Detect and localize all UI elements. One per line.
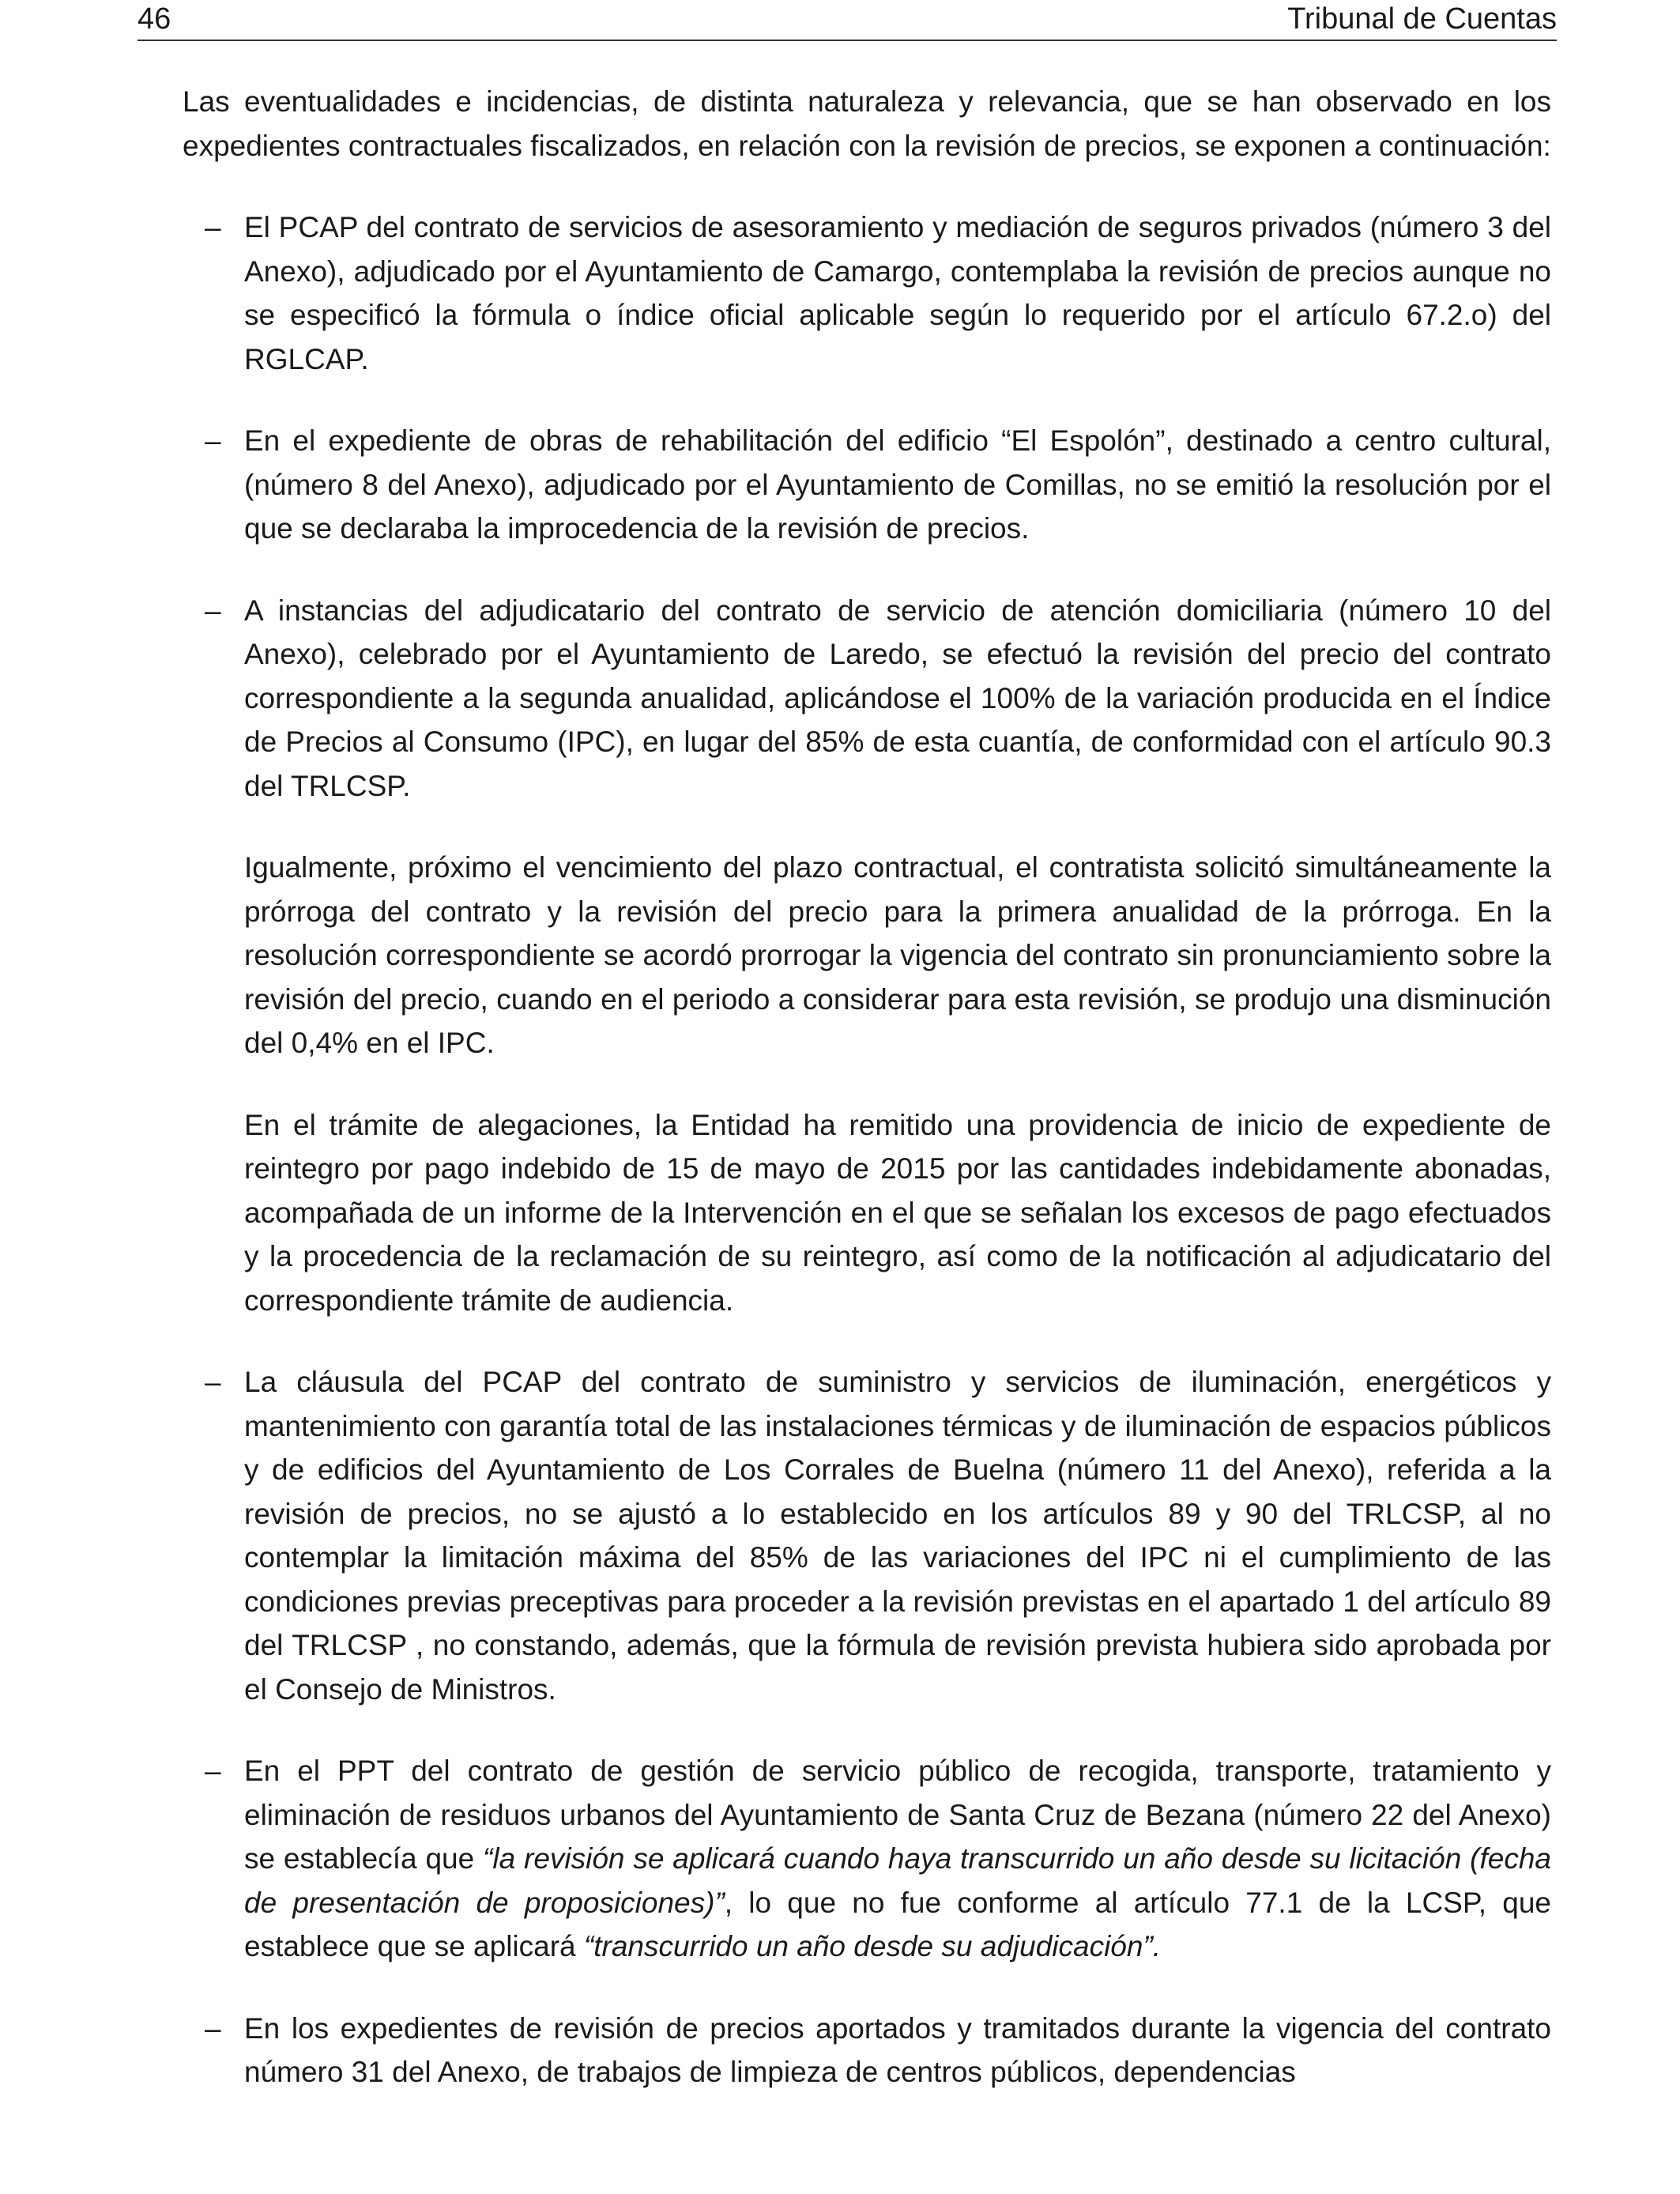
list-item-text	[244, 1749, 1551, 1969]
text-run: , lo que no fue conforme al artículo 77.1 de la LCSP, que establece que se aplicará	[244, 1886, 1551, 1962]
text-run: En el PPT del contrato de gestión de servicio público de recogida, transporte, tratamiento y eliminación de residuos urbanos del Ayuntamiento de Santa Cruz de Bezana (número 22 del Anexo) se establecía que	[244, 1755, 1551, 1875]
bullet-dash: –	[205, 1755, 221, 1787]
list-item-text: La cláusula del PCAP del contrato de suministro y servicios de iluminación, energéticos y mantenimiento con garantía total de las instalaciones térmicas y de iluminación de espacios públicos y de edificios del Ayuntamiento de Los Corrales de Buelna (número 11 del Anexo), referida a la revisión de precios, no se ajustó a lo establecido en los artículos 89 y 90 del TRLCSP, al no contemplar la limitación máxima del 85% de las variaciones del IPC ni el cumplimiento de las condiciones previas preceptivas para proceder a la revisión previstas en el apartado 1 del artículo 89 del TRLCSP , no constando, además, que la fórmula de revisión prevista hubiera sido aprobada por el Consejo de Ministros.	[244, 1366, 1551, 1706]
list-item-text: A instancias del adjudicatario del contrato de servicio de atención domiciliaria (número 10 del Anexo), celebrado por el Ayuntamiento de Laredo, se efectuó la revisión del precio del contrato correspondiente a la segunda anualidad, aplicándose el 100% de la variación producida en el Índice de Precios al Consumo (IPC), en lugar del 85% de esta cuantía, de conformidad con el artículo 90.3 del TRLCSP.	[244, 594, 1551, 802]
list-item	[183, 205, 1551, 381]
bullet-dash: –	[205, 594, 221, 627]
list-item	[183, 419, 1551, 551]
bullet-dash: –	[205, 211, 221, 243]
page-header	[137, 0, 1557, 41]
page-number: 46	[137, 2, 171, 36]
list-item-subparagraph: Igualmente, próximo el vencimiento del plazo contractual, el contratista solicitó simultáneamente la prórroga del contrato y la revisión del precio para la primera anualidad de la prórroga. En la resolución correspondiente se acordó prorrogar la vigencia del contrato sin pronunciamiento sobre la revisión del precio, cuando en el periodo a considerar para esta revisión, se produjo una disminución del 0,4% en el IPC.	[244, 851, 1551, 1059]
list-item	[183, 2007, 1551, 2094]
header-title: Tribunal de Cuentas	[1287, 2, 1557, 36]
list-item-subparagraph: En el trámite de alegaciones, la Entidad ha remitido una providencia de inicio de expediente de reintegro por pago indebido de 15 de mayo de 2015 por las cantidades indebidamente abonadas, acompañada de un informe de la Intervención en el que se señalan los excesos de pago efectuados y la procedencia de la reclamación de su reintegro, así como de la notificación al adjudicatario del correspondiente trámite de audiencia.	[244, 1108, 1551, 1317]
quoted-text: “la revisión se aplicará cuando haya transcurrido un año desde su licitación (fecha de presentación de proposiciones)”	[244, 1842, 1551, 1919]
intro-paragraph: Las eventualidades e incidencias, de distinta naturaleza y relevancia, que se han observado en los expedientes contractuales fiscalizados, en relación con la revisión de precios, se exponen a continuación:	[183, 85, 1551, 162]
list-item	[183, 1360, 1551, 1711]
bullet-dash: –	[205, 2011, 221, 2045]
bullet-dash: –	[205, 1366, 221, 1398]
list-item-text: En los expedientes de revisión de precios aportados y tramitados durante la vigencia del contrato número 31 del Anexo, de trabajos de limpieza de centros públicos, dependencias	[244, 2011, 1551, 2088]
document-body	[183, 80, 1551, 2132]
list-item-text: El PCAP del contrato de servicios de asesoramiento y mediación de seguros privados (número 3 del Anexo), adjudicado por el Ayuntamiento de Camargo, contemplaba la revisión de precios aunque no se especificó la fórmula o índice oficial aplicable según lo requerido por el artículo 67.2.o) del RGLCAP.	[244, 211, 1551, 375]
list-item-text: En el expediente de obras de rehabilitación del edificio “El Espolón”, destinado a centro cultural, (número 8 del Anexo), adjudicado por el Ayuntamiento de Comillas, no se emitió la resolución por el que se declaraba la improcedencia de la revisión de precios.	[244, 424, 1551, 545]
list-item	[183, 589, 1551, 1323]
quoted-text: “transcurrido un año desde su adjudicación”.	[583, 1930, 1162, 1962]
list-item	[183, 1749, 1551, 1969]
bullet-dash: –	[205, 424, 221, 457]
